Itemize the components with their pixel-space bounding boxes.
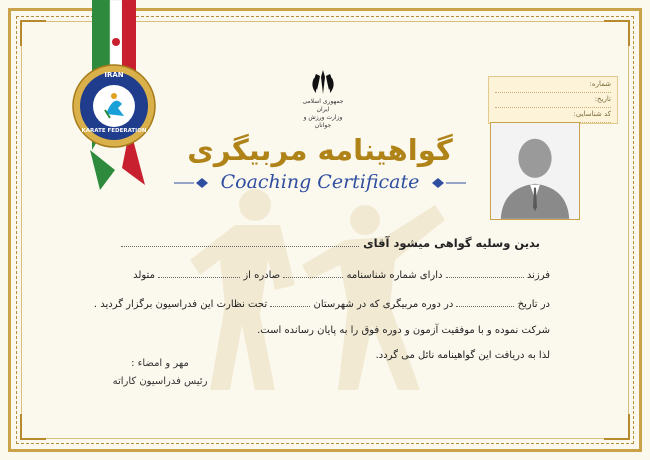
- body-line-2-a: فرزند: [526, 270, 550, 281]
- course-date-blank: [456, 297, 514, 307]
- iran-emblem-icon: [310, 68, 336, 96]
- body-line-3: [94, 297, 550, 310]
- body-line-2-c: صادره از: [243, 270, 281, 281]
- body-line-2: [133, 268, 550, 281]
- id-number-blank: [283, 268, 343, 278]
- body-line-2-b: دارای شماره شناسنامه: [346, 270, 443, 281]
- father-name-blank: [446, 268, 524, 278]
- body-line-3-a: در تاریخ: [517, 299, 550, 310]
- signature-label: مهر و امضاء :: [131, 358, 189, 369]
- photo-placeholder: [490, 122, 580, 220]
- body-line-1: [121, 236, 540, 250]
- number-field-label: شماره:: [495, 80, 611, 93]
- flourish-right-icon: [428, 176, 468, 190]
- reference-info-box: [488, 76, 618, 124]
- seal-bottom-text: KARATE FEDERATION: [81, 128, 147, 134]
- corner-ornament-bl: [20, 414, 46, 440]
- emblem-caption-line2: وزارت ورزش و جوانان: [303, 114, 343, 129]
- body-line-3-b: در دوره مربیگری که در شهرستان: [313, 299, 454, 310]
- body-line-5: لذا به دریافت این گواهینامه نائل می گردد.: [375, 350, 550, 361]
- name-blank: [121, 237, 359, 247]
- city-blank: [270, 297, 310, 307]
- corner-ornament-tl: [20, 20, 46, 46]
- signature-block: [110, 355, 210, 391]
- body-line-2-d: متولد: [133, 270, 155, 281]
- corner-ornament-tr: [604, 20, 630, 46]
- certificate-title-fa: گواهینامه مربیگری: [187, 133, 453, 167]
- signature-title: رئیس فدراسیون کاراته: [112, 376, 208, 387]
- body-line-4: شرکت نموده و با موفقیت آزمون و دوره فوق را به پایان رسانده است.: [257, 325, 550, 336]
- date-field-label: تاریخ:: [495, 95, 611, 108]
- corner-ornament-br: [604, 414, 630, 440]
- emblem-caption-line1: جمهوری اسلامی ایران: [302, 98, 344, 113]
- emblem-caption: [298, 98, 348, 130]
- body-line-1-text: بدین وسلیه گواهی میشود آقای: [363, 236, 540, 250]
- national-code-field-label: کد شناسایی:: [495, 110, 611, 123]
- issued-from-blank: [158, 268, 240, 278]
- body-line-3-c: تحت نظارت این فدراسیون برگزار گردید .: [93, 299, 268, 310]
- certificate-title-en: Coaching Certificate: [220, 171, 420, 193]
- person-silhouette-icon: [491, 123, 579, 219]
- seal-top-text: IRAN: [104, 71, 124, 79]
